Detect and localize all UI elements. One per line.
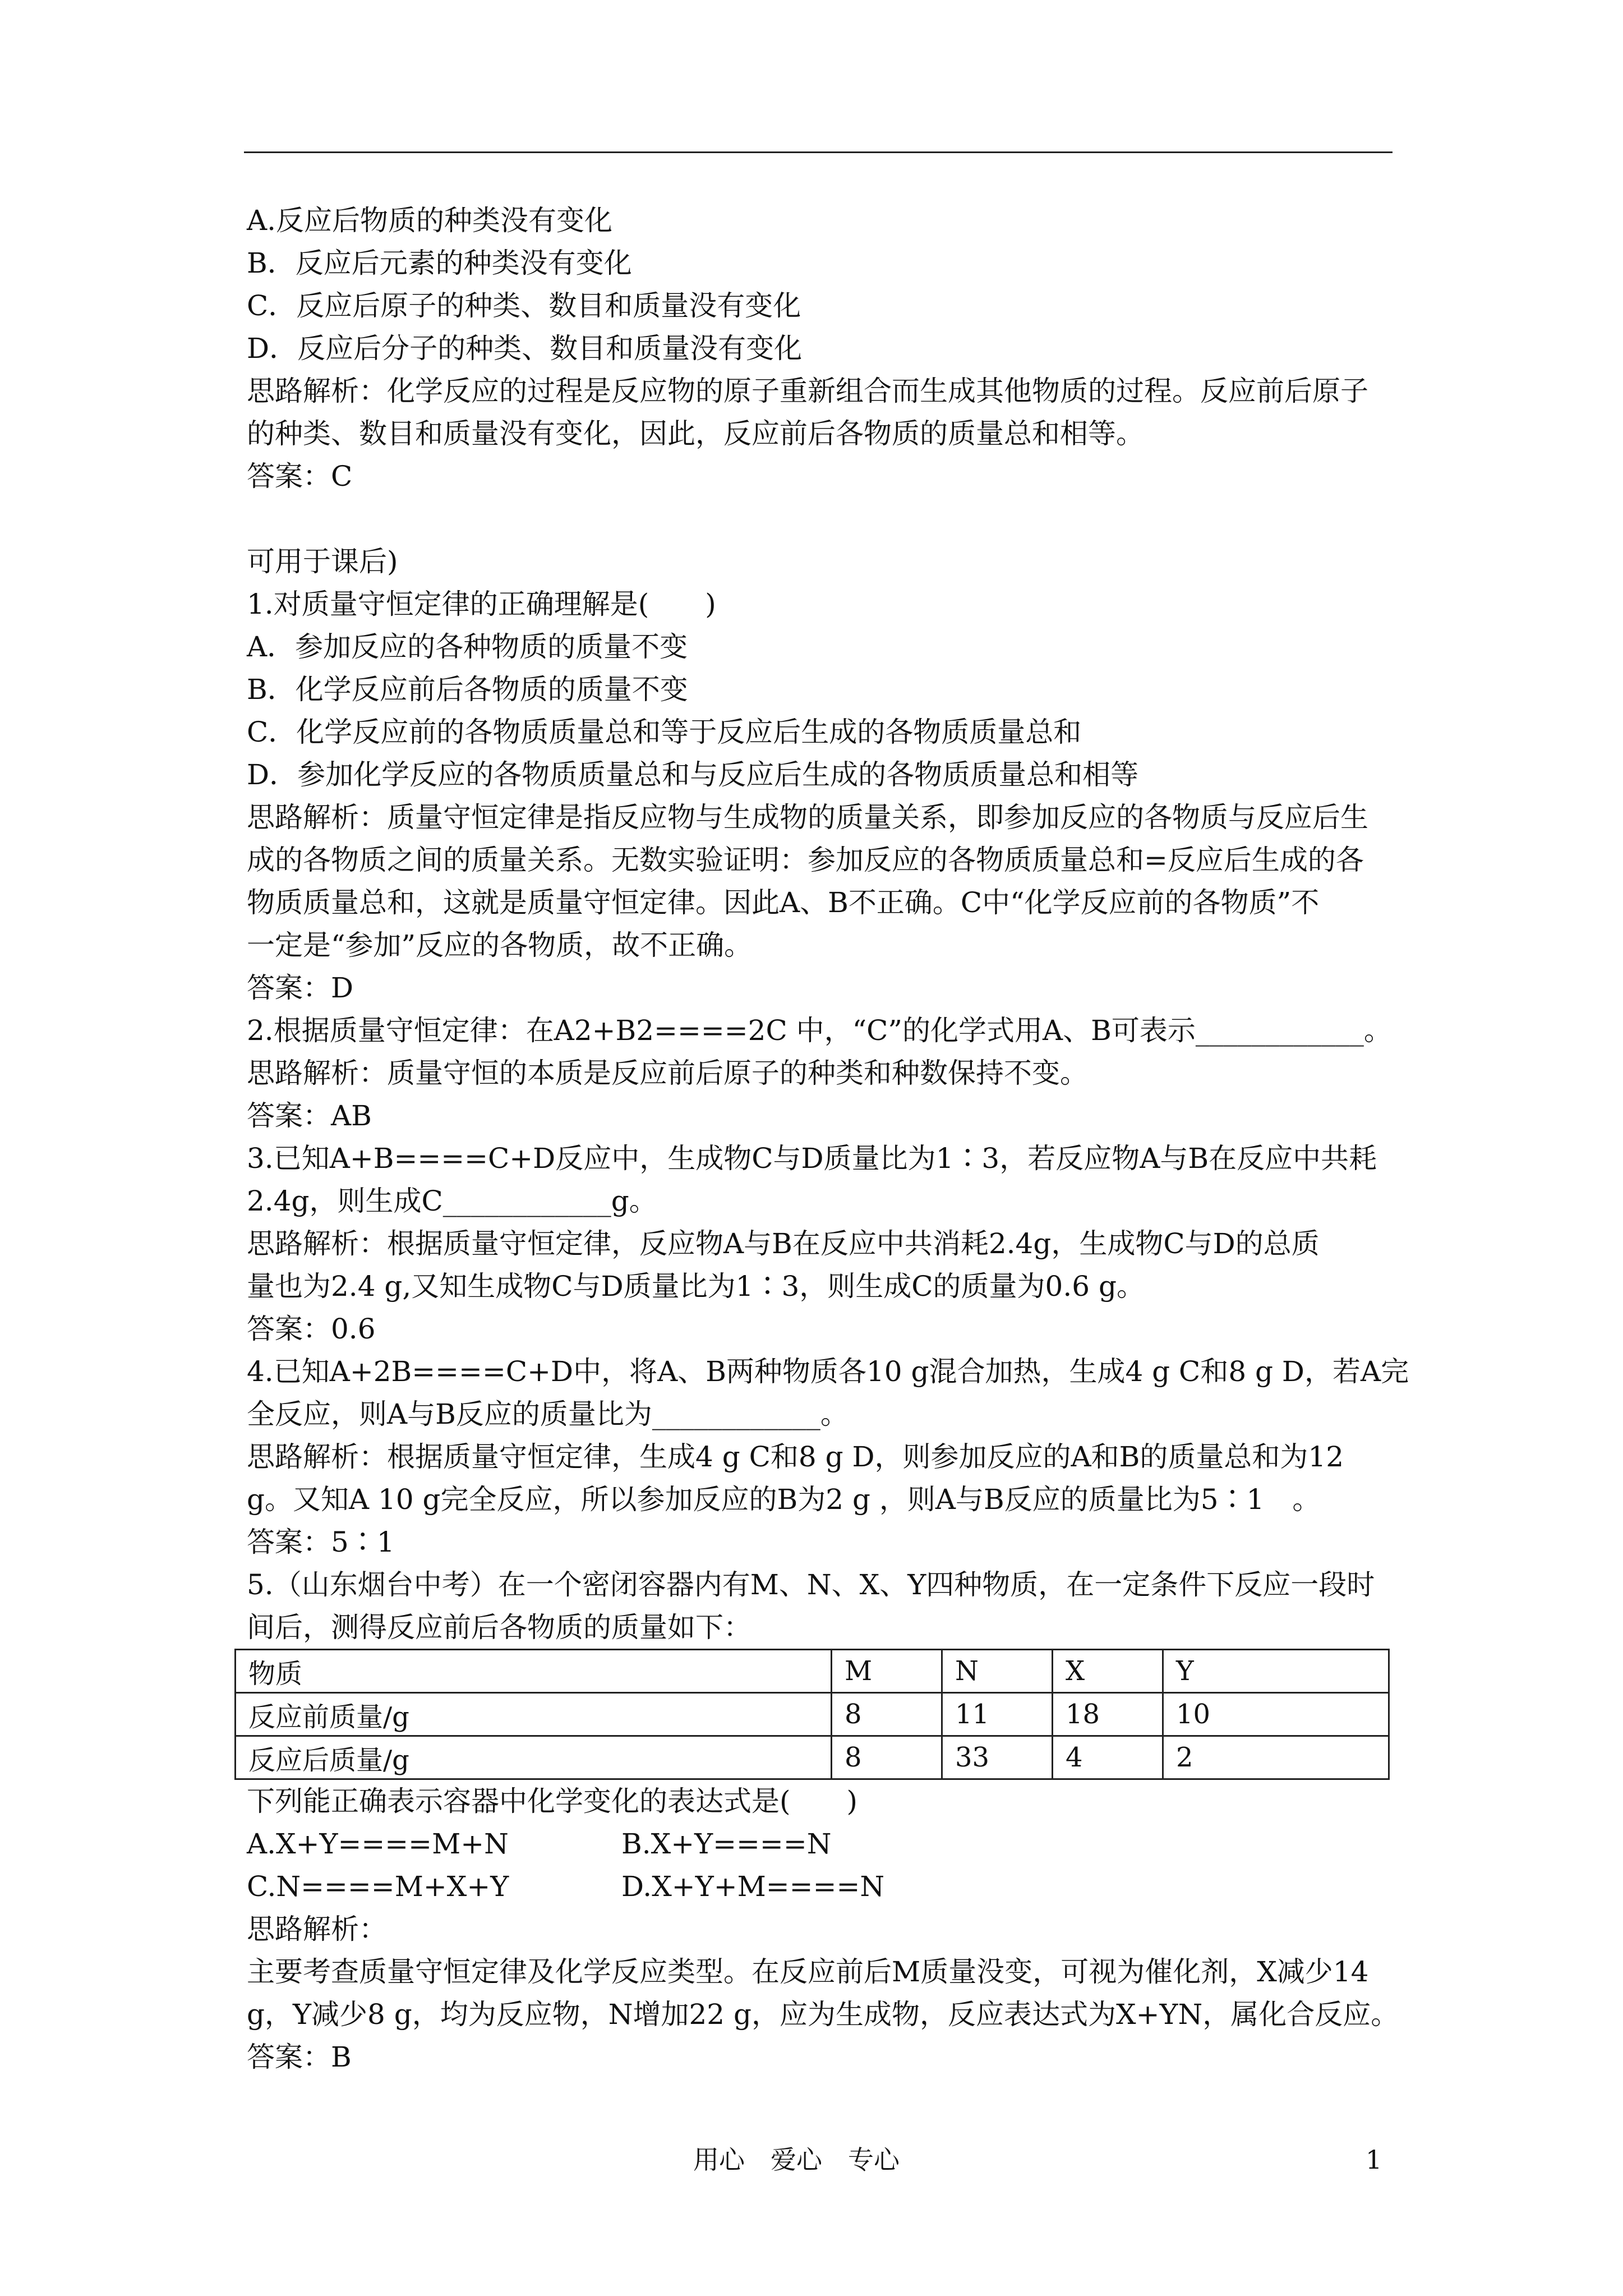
table-cell: X [1053, 1650, 1163, 1693]
option-a: A.反应后物质的种类没有变化 [247, 204, 613, 237]
table-cell: 18 [1053, 1693, 1163, 1736]
q5-analysis: g，Y减少8 g，均为反应物，N增加22 g，应为生成物，反应表达式为X+YN，属化合反应。 [247, 1998, 1399, 2031]
q3-analysis: 量也为2.4 g,又知生成物C与D质量比为1∶3，则生成C的质量为0.6 g。 [247, 1270, 1145, 1303]
q5-prompt: 下列能正确表示容器中化学变化的表达式是( ) [247, 1785, 858, 1818]
q1-option-d: D．参加化学反应的各物质质量总和与反应后生成的各物质质量总和相等 [247, 758, 1139, 791]
q5-option-b: B.X+Y====N [621, 1828, 832, 1860]
question-1: 1.对质量守恒定律的正确理解是( ) [247, 588, 716, 620]
table-cell: 反应后质量/g [236, 1736, 832, 1779]
q1-analysis: 成的各物质之间的质量关系。无数实验证明：参加反应的各物质质量总和=反应后生成的各 [247, 844, 1364, 876]
q1-analysis: 一定是“参加”反应的各物质，故不正确。 [247, 929, 753, 961]
q4-analysis: 思路解析：根据质量守恒定律，生成4 g C和8 g D，则参加反应的A和B的质量总和为12 [247, 1441, 1344, 1473]
question-3: 2.4g，则生成C____________g。 [247, 1185, 657, 1217]
q5-analysis: 主要考查质量守恒定律及化学反应类型。在反应前后M质量没变，可视为催化剂，X减少14 [247, 1955, 1369, 1988]
question-5: 5.（山东烟台中考）在一个密闭容器内有M、N、X、Y四种物质，在一定条件下反应一段时 [247, 1568, 1375, 1601]
analysis-line: 的种类、数目和质量没有变化，因此，反应前后各物质的质量总和相等。 [247, 417, 1144, 450]
analysis-line: 思路解析：化学反应的过程是反应物的原子重新组合而生成其他物质的过程。反应前后原子 [247, 375, 1368, 407]
q5-option-a: A.X+Y====M+N [247, 1828, 509, 1860]
table-row [236, 1736, 1389, 1779]
question-4: 全反应，则A与B反应的质量比为____________。 [247, 1398, 849, 1430]
q5-options-row [247, 1865, 1396, 1908]
table-cell: 物质 [236, 1650, 832, 1693]
q2-answer: 答案：AB [247, 1099, 372, 1132]
header-rule [244, 151, 1393, 153]
table-cell: Y [1163, 1650, 1389, 1693]
q1-answer: 答案：D [247, 972, 354, 1004]
table-cell: 33 [942, 1736, 1053, 1779]
q1-option-a: A．参加反应的各种物质的质量不变 [247, 631, 688, 663]
question-4: 4.已知A+2B====C+D中，将A、B两种物质各10 g混合加热，生成4 g C和8 g D，若A完 [247, 1355, 1409, 1388]
table-cell: 2 [1163, 1736, 1389, 1779]
question-3: 3.已知A+B====C+D反应中，生成物C与D质量比为1∶3，若反应物A与B在反应中共耗 [247, 1142, 1377, 1175]
q1-option-b: B．化学反应前后各物质的质量不变 [247, 673, 688, 706]
q5-option-d: D.X+Y+M====N [621, 1870, 885, 1903]
document-body [247, 199, 1409, 2078]
table-cell: M [832, 1650, 942, 1693]
table-cell: 4 [1053, 1736, 1163, 1779]
option-d: D．反应后分子的种类、数目和质量没有变化 [247, 332, 803, 365]
q5-options-row [247, 1823, 1396, 1865]
mass-table [234, 1649, 1390, 1780]
question-2: 2.根据质量守恒定律：在A2+B2====2C 中，“C”的化学式用A、B可表示____________。 [247, 1014, 1392, 1047]
exercise-block [247, 540, 1409, 1649]
table-header-row [236, 1650, 1389, 1693]
q1-option-c: C．化学反应前的各物质质量总和等于反应后生成的各物质质量总和 [247, 716, 1082, 748]
table-cell: 8 [832, 1693, 942, 1736]
q2-analysis: 思路解析：质量守恒的本质是反应前后原子的种类和种数保持不变。 [247, 1057, 1088, 1089]
q4-analysis: g。又知A 10 g完全反应，所以参加反应的B为2 g ，则A与B反应的质量比为5∶1 。 [247, 1483, 1321, 1516]
q1-analysis: 思路解析：质量守恒定律是指反应物与生成物的质量关系，即参加反应的各物质与反应后生 [247, 801, 1368, 834]
question-5: 间后，测得反应前后各物质的质量如下： [247, 1611, 751, 1644]
blank-line [247, 498, 1396, 540]
table-row [236, 1693, 1389, 1736]
q3-answer: 答案：0.6 [247, 1313, 376, 1345]
q5-analysis-heading: 思路解析： [247, 1913, 387, 1945]
q5-option-c: C.N====M+X+Y [247, 1870, 509, 1903]
option-b: B．反应后元素的种类没有变化 [247, 247, 632, 279]
table-cell: 11 [942, 1693, 1053, 1736]
footer-motto: 用心 爱心 专心 [693, 2145, 900, 2175]
previous-question-block [247, 199, 1396, 498]
q5-answer: 答案：B [247, 2041, 352, 2073]
q3-analysis: 思路解析：根据质量守恒定律，反应物A与B在反应中共消耗2.4g，生成物C与D的总质 [247, 1227, 1320, 1260]
q4-answer: 答案：5∶1 [247, 1526, 395, 1558]
page-number: 1 [1366, 2145, 1382, 2175]
table-cell: N [942, 1650, 1053, 1693]
option-c: C．反应后原子的种类、数目和质量没有变化 [247, 289, 801, 322]
q1-analysis: 物质质量总和，这就是质量守恒定律。因此A、B不正确。C中“化学反应前的各物质”不 [247, 886, 1320, 919]
answer-line: 答案：C [247, 460, 353, 493]
table-cell: 10 [1163, 1693, 1389, 1736]
table-cell: 反应前质量/g [236, 1693, 832, 1736]
section-heading: 可用于课后) [247, 545, 398, 578]
table-cell: 8 [832, 1736, 942, 1779]
